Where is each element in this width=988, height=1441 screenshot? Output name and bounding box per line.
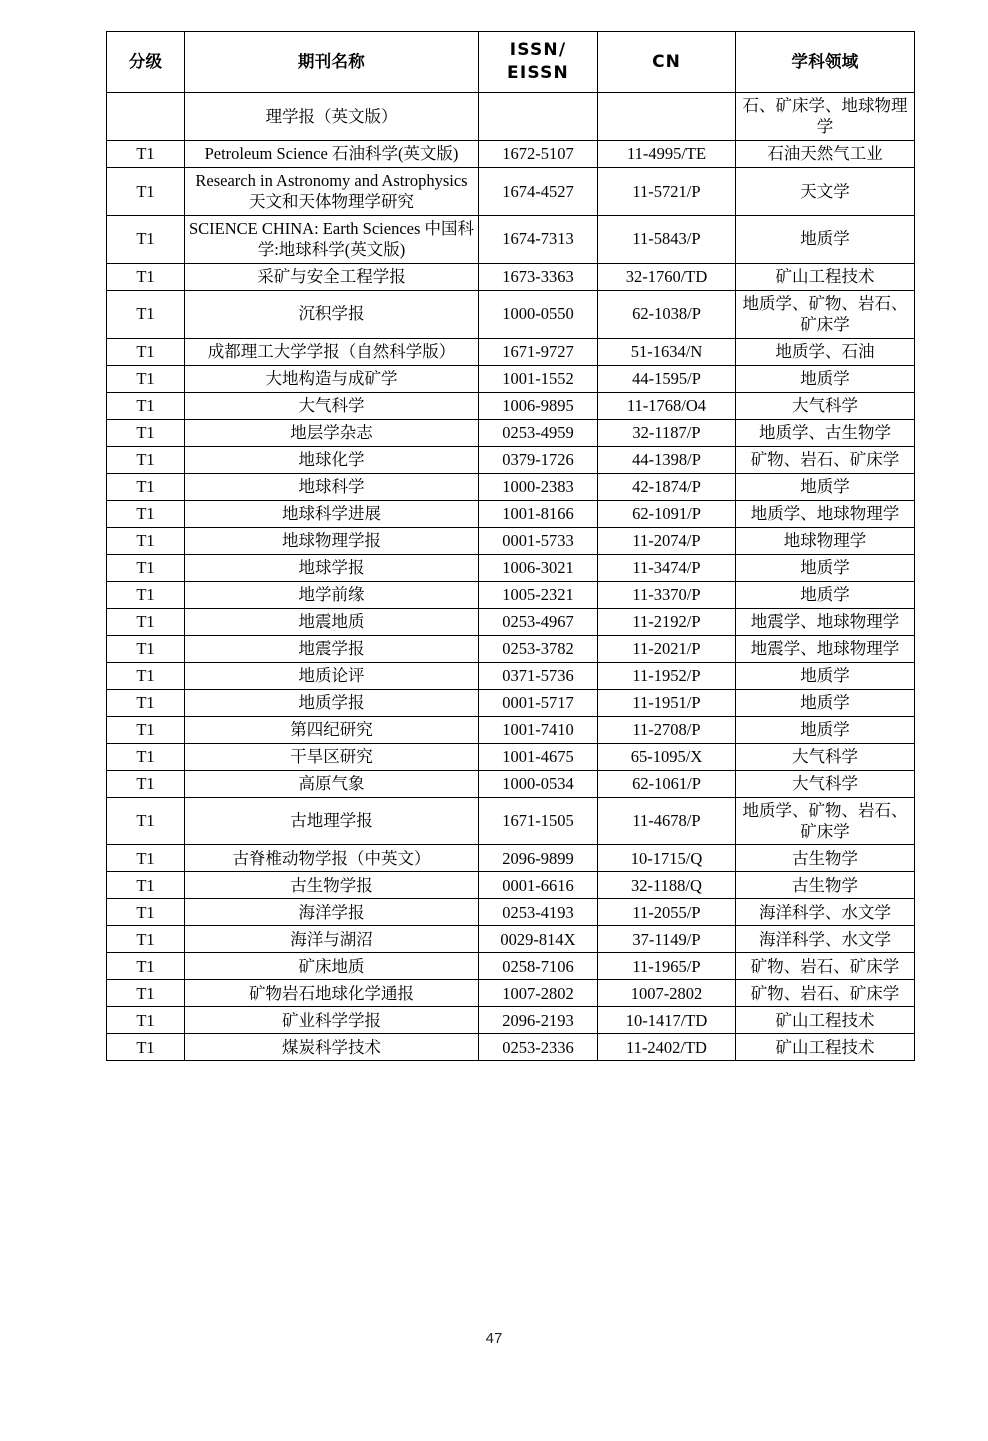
journal-name-cell: 沉积学报: [185, 290, 479, 338]
cn-cell: 11-4995/TE: [598, 140, 736, 167]
rank-cell: T1: [107, 716, 185, 743]
table-row: [107, 500, 915, 527]
table-row: [107, 872, 915, 899]
journal-name-cell: 干旱区研究: [185, 743, 479, 770]
subject-field-cell: 石、矿床学、地球物理学: [736, 93, 915, 141]
subject-field-cell: 地震学、地球物理学: [736, 608, 915, 635]
issn-cell: 1001-8166: [479, 500, 598, 527]
issn-cell: 0029-814X: [479, 926, 598, 953]
cn-cell: 11-1952/P: [598, 662, 736, 689]
issn-cell: 1006-9895: [479, 392, 598, 419]
subject-field-cell: 矿山工程技术: [736, 1034, 915, 1061]
rank-cell: T1: [107, 899, 185, 926]
cn-cell: 42-1874/P: [598, 473, 736, 500]
issn-cell: 1671-9727: [479, 338, 598, 365]
table-row: [107, 926, 915, 953]
cn-cell: 62-1038/P: [598, 290, 736, 338]
cn-cell: 11-1768/O4: [598, 392, 736, 419]
table-row: [107, 797, 915, 845]
cn-cell: 11-2708/P: [598, 716, 736, 743]
subject-field-cell: 天文学: [736, 167, 915, 215]
cn-cell: 11-5843/P: [598, 215, 736, 263]
issn-cell: 0379-1726: [479, 446, 598, 473]
journal-name-cell: 采矿与安全工程学报: [185, 263, 479, 290]
column-header-issn-line1: ISSN/: [509, 40, 567, 61]
subject-field-cell: 矿物、岩石、矿床学: [736, 953, 915, 980]
cn-cell: 11-2055/P: [598, 899, 736, 926]
journal-name-cell: 矿床地质: [185, 953, 479, 980]
issn-cell: 0001-5717: [479, 689, 598, 716]
table-row: [107, 167, 915, 215]
table-row: [107, 716, 915, 743]
table-row: [107, 770, 915, 797]
journal-name-cell: 成都理工大学学报（自然科学版）: [185, 338, 479, 365]
journal-name-cell: 古脊椎动物学报（中英文）: [185, 845, 479, 872]
journal-name-cell: 地质学报: [185, 689, 479, 716]
issn-cell: 0001-5733: [479, 527, 598, 554]
journal-name-cell: 大地构造与成矿学: [185, 365, 479, 392]
journal-name-cell: 地震学报: [185, 635, 479, 662]
rank-cell: T1: [107, 953, 185, 980]
subject-field-cell: 古生物学: [736, 845, 915, 872]
journal-name-cell: 理学报（英文版）: [185, 93, 479, 141]
rank-cell: T1: [107, 167, 185, 215]
rank-cell: T1: [107, 770, 185, 797]
journal-name-cell: 大气科学: [185, 392, 479, 419]
table-row: [107, 419, 915, 446]
column-header-issn-line2: EISSN: [507, 63, 569, 83]
journal-catalog-table: [106, 31, 915, 1061]
rank-cell: T1: [107, 845, 185, 872]
issn-cell: 2096-9899: [479, 845, 598, 872]
subject-field-cell: 地质学、地球物理学: [736, 500, 915, 527]
subject-field-cell: 地球物理学: [736, 527, 915, 554]
journal-name-cell: 地球学报: [185, 554, 479, 581]
table-row: [107, 290, 915, 338]
table-row: [107, 473, 915, 500]
rank-cell: T1: [107, 419, 185, 446]
rank-cell: [107, 93, 185, 141]
subject-field-cell: 地质学: [736, 662, 915, 689]
cn-cell: 32-1760/TD: [598, 263, 736, 290]
issn-cell: 0253-4967: [479, 608, 598, 635]
table-row: [107, 215, 915, 263]
rank-cell: T1: [107, 980, 185, 1007]
cn-cell: 32-1188/Q: [598, 872, 736, 899]
cn-cell: 62-1091/P: [598, 500, 736, 527]
cn-cell: 10-1417/TD: [598, 1007, 736, 1034]
column-header-cn: CN: [598, 32, 736, 93]
issn-cell: 0253-3782: [479, 635, 598, 662]
issn-cell: 0253-4193: [479, 899, 598, 926]
issn-cell: 0001-6616: [479, 872, 598, 899]
table-row: [107, 140, 915, 167]
rank-cell: T1: [107, 926, 185, 953]
issn-cell: 1005-2321: [479, 581, 598, 608]
page-number: 47: [485, 1330, 503, 1347]
subject-field-cell: 海洋科学、水文学: [736, 899, 915, 926]
rank-cell: T1: [107, 1034, 185, 1061]
cn-cell: 11-5721/P: [598, 167, 736, 215]
subject-field-cell: 矿山工程技术: [736, 1007, 915, 1034]
journal-name-cell: 高原气象: [185, 770, 479, 797]
rank-cell: T1: [107, 635, 185, 662]
cn-cell: 65-1095/X: [598, 743, 736, 770]
journal-name-cell: 地震地质: [185, 608, 479, 635]
issn-cell: 1673-3363: [479, 263, 598, 290]
issn-cell: 1001-7410: [479, 716, 598, 743]
subject-field-cell: 地质学: [736, 554, 915, 581]
subject-field-cell: 地质学: [736, 689, 915, 716]
subject-field-cell: 大气科学: [736, 392, 915, 419]
journal-name-cell: 古生物学报: [185, 872, 479, 899]
subject-field-cell: 地质学、矿物、岩石、矿床学: [736, 290, 915, 338]
journal-name-cell: 古地理学报: [185, 797, 479, 845]
journal-name-cell: 矿物岩石地球化学通报: [185, 980, 479, 1007]
rank-cell: T1: [107, 215, 185, 263]
table-row: [107, 1034, 915, 1061]
issn-cell: 0253-4959: [479, 419, 598, 446]
journal-name-cell: 地质论评: [185, 662, 479, 689]
table-row: [107, 845, 915, 872]
rank-cell: T1: [107, 1007, 185, 1034]
cn-cell: 1007-2802: [598, 980, 736, 1007]
table-header-row: [107, 32, 915, 93]
cn-cell: 62-1061/P: [598, 770, 736, 797]
rank-cell: T1: [107, 689, 185, 716]
issn-cell: 1674-7313: [479, 215, 598, 263]
cn-cell: 37-1149/P: [598, 926, 736, 953]
issn-cell: 2096-2193: [479, 1007, 598, 1034]
cn-cell: [598, 93, 736, 141]
journal-name-cell: 地层学杂志: [185, 419, 479, 446]
issn-cell: 1001-1552: [479, 365, 598, 392]
column-header-journal-name: 期刊名称: [185, 32, 479, 93]
column-header-rank: 分级: [107, 32, 185, 93]
issn-cell: 1674-4527: [479, 167, 598, 215]
table-row: [107, 581, 915, 608]
journal-name-cell: 地学前缘: [185, 581, 479, 608]
table-body: [107, 93, 915, 1061]
rank-cell: T1: [107, 527, 185, 554]
rank-cell: T1: [107, 473, 185, 500]
journal-name-cell: 煤炭科学技术: [185, 1034, 479, 1061]
subject-field-cell: 海洋科学、水文学: [736, 926, 915, 953]
subject-field-cell: 大气科学: [736, 770, 915, 797]
table-row: [107, 980, 915, 1007]
journal-name-cell: 地球物理学报: [185, 527, 479, 554]
issn-cell: 0371-5736: [479, 662, 598, 689]
subject-field-cell: 地质学、石油: [736, 338, 915, 365]
rank-cell: T1: [107, 338, 185, 365]
table-row: [107, 93, 915, 141]
table-row: [107, 608, 915, 635]
table-row: [107, 662, 915, 689]
journal-name-cell: 地球科学: [185, 473, 479, 500]
issn-cell: 1006-3021: [479, 554, 598, 581]
rank-cell: T1: [107, 581, 185, 608]
subject-field-cell: 地震学、地球物理学: [736, 635, 915, 662]
table-row: [107, 1007, 915, 1034]
cn-cell: 51-1634/N: [598, 338, 736, 365]
cn-cell: 11-1965/P: [598, 953, 736, 980]
rank-cell: T1: [107, 140, 185, 167]
cn-cell: 44-1398/P: [598, 446, 736, 473]
subject-field-cell: 矿山工程技术: [736, 263, 915, 290]
rank-cell: T1: [107, 365, 185, 392]
issn-cell: 1001-4675: [479, 743, 598, 770]
subject-field-cell: 矿物、岩石、矿床学: [736, 980, 915, 1007]
cn-cell: 11-2074/P: [598, 527, 736, 554]
table-row: [107, 527, 915, 554]
cn-cell: 11-3370/P: [598, 581, 736, 608]
rank-cell: T1: [107, 500, 185, 527]
rank-cell: T1: [107, 743, 185, 770]
issn-cell: 1671-1505: [479, 797, 598, 845]
rank-cell: T1: [107, 446, 185, 473]
journal-name-cell: SCIENCE CHINA: Earth Sciences 中国科学:地球科学(英文版): [185, 215, 479, 263]
table-row: [107, 899, 915, 926]
rank-cell: T1: [107, 872, 185, 899]
issn-cell: 1672-5107: [479, 140, 598, 167]
cn-cell: 11-1951/P: [598, 689, 736, 716]
journal-name-cell: 地球化学: [185, 446, 479, 473]
rank-cell: T1: [107, 263, 185, 290]
table-row: [107, 689, 915, 716]
issn-cell: 1000-0550: [479, 290, 598, 338]
table-row: [107, 263, 915, 290]
subject-field-cell: 地质学、古生物学: [736, 419, 915, 446]
cn-cell: 32-1187/P: [598, 419, 736, 446]
cn-cell: 11-2192/P: [598, 608, 736, 635]
table-row: [107, 338, 915, 365]
subject-field-cell: 地质学: [736, 473, 915, 500]
subject-field-cell: 矿物、岩石、矿床学: [736, 446, 915, 473]
issn-cell: [479, 93, 598, 141]
journal-name-cell: 第四纪研究: [185, 716, 479, 743]
journal-name-cell: 海洋学报: [185, 899, 479, 926]
journal-name-cell: 地球科学进展: [185, 500, 479, 527]
cn-cell: 11-4678/P: [598, 797, 736, 845]
rank-cell: T1: [107, 554, 185, 581]
rank-cell: T1: [107, 797, 185, 845]
cn-cell: 44-1595/P: [598, 365, 736, 392]
journal-name-cell: 海洋与湖沼: [185, 926, 479, 953]
journal-name-cell: Petroleum Science 石油科学(英文版): [185, 140, 479, 167]
issn-cell: 1007-2802: [479, 980, 598, 1007]
subject-field-cell: 大气科学: [736, 743, 915, 770]
issn-cell: 0253-2336: [479, 1034, 598, 1061]
cn-cell: 10-1715/Q: [598, 845, 736, 872]
subject-field-cell: 石油天然气工业: [736, 140, 915, 167]
subject-field-cell: 地质学: [736, 581, 915, 608]
table-row: [107, 392, 915, 419]
cn-cell: 11-2021/P: [598, 635, 736, 662]
rank-cell: T1: [107, 662, 185, 689]
subject-field-cell: 地质学、矿物、岩石、矿床学: [736, 797, 915, 845]
table-row: [107, 446, 915, 473]
cn-cell: 11-3474/P: [598, 554, 736, 581]
column-header-issn: [479, 32, 598, 93]
table-row: [107, 953, 915, 980]
table-row: [107, 743, 915, 770]
issn-cell: 1000-0534: [479, 770, 598, 797]
table-row: [107, 554, 915, 581]
subject-field-cell: 地质学: [736, 365, 915, 392]
table-header: [107, 32, 915, 93]
subject-field-cell: 地质学: [736, 716, 915, 743]
journal-name-cell: 矿业科学学报: [185, 1007, 479, 1034]
issn-cell: 1000-2383: [479, 473, 598, 500]
issn-cell: 0258-7106: [479, 953, 598, 980]
subject-field-cell: 古生物学: [736, 872, 915, 899]
column-header-subject-field: 学科领域: [736, 32, 915, 93]
table-row: [107, 365, 915, 392]
journal-name-cell: Research in Astronomy and Astrophysics 天文和天体物理学研究: [185, 167, 479, 215]
subject-field-cell: 地质学: [736, 215, 915, 263]
cn-cell: 11-2402/TD: [598, 1034, 736, 1061]
rank-cell: T1: [107, 608, 185, 635]
table-row: [107, 635, 915, 662]
rank-cell: T1: [107, 392, 185, 419]
rank-cell: T1: [107, 290, 185, 338]
